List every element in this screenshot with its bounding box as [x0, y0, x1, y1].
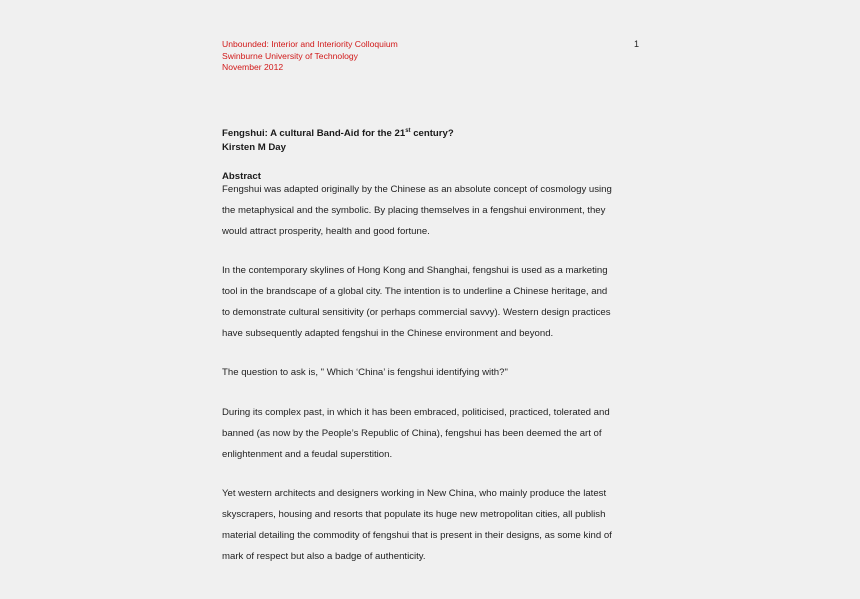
paragraph-line: material detailing the commodity of fengshui that is present in their designs, as some kind of	[222, 530, 612, 541]
paragraph-line: to demonstrate cultural sensitivity (or perhaps commercial savvy). Western design practices	[222, 307, 611, 318]
page-number: 1	[634, 39, 640, 49]
paragraph-line: The question to ask is, " Which ‘China’ is fengshui identifying with?"	[222, 367, 508, 378]
paragraph-line: Fengshui was adapted originally by the Chinese as an absolute concept of cosmology using	[222, 184, 612, 195]
paragraph-line: would attract prosperity, health and good fortune.	[222, 226, 430, 237]
paragraph-1	[222, 183, 642, 246]
paragraph-line: tool in the brandscape of a global city. The intention is to underline a Chinese heritage, and	[222, 286, 608, 297]
title-superscript: st	[405, 128, 411, 134]
paragraph-5	[222, 487, 642, 571]
running-header	[222, 39, 642, 74]
paragraph-line: mark of respect but also a badge of authenticity.	[222, 551, 426, 562]
paragraph-line: enlightenment and a feudal superstition.	[222, 449, 393, 460]
paragraph-4	[222, 406, 642, 469]
paragraph-2	[222, 264, 642, 348]
paragraph-line: In the contemporary skylines of Hong Kong and Shanghai, fengshui is used as a marketing	[222, 265, 608, 276]
paragraph-line: Yet western architects and designers working in New China, who mainly produce the latest	[222, 488, 607, 499]
author-name: Kirsten M Day	[222, 142, 286, 153]
paragraph-3	[222, 366, 642, 387]
paragraph-line: During its complex past, in which it has been embraced, politicised, practiced, tolerated and	[222, 407, 610, 418]
abstract-heading: Abstract	[222, 171, 261, 182]
paragraph-line: the metaphysical and the symbolic. By placing themselves in a fengshui environment, they	[222, 205, 606, 216]
paragraph-line: banned (as now by the People’s Republic of China), fengshui has been deemed the art of	[222, 428, 602, 439]
paragraph-line: have subsequently adapted fengshui in the Chinese environment and beyond.	[222, 328, 554, 339]
paragraph-line: skyscrapers, housing and resorts that populate its huge new metropolitan cities, all publish	[222, 509, 606, 520]
header-date: November 2012	[222, 62, 284, 72]
paper-title	[222, 127, 454, 141]
header-university: Swinburne University of Technology	[222, 50, 358, 61]
header-colloquium: Unbounded: Interior and Interiority Colloquium	[222, 39, 398, 49]
title-tail: century?	[410, 128, 454, 139]
title-main: Fengshui: A cultural Band-Aid for the 21	[222, 128, 406, 139]
